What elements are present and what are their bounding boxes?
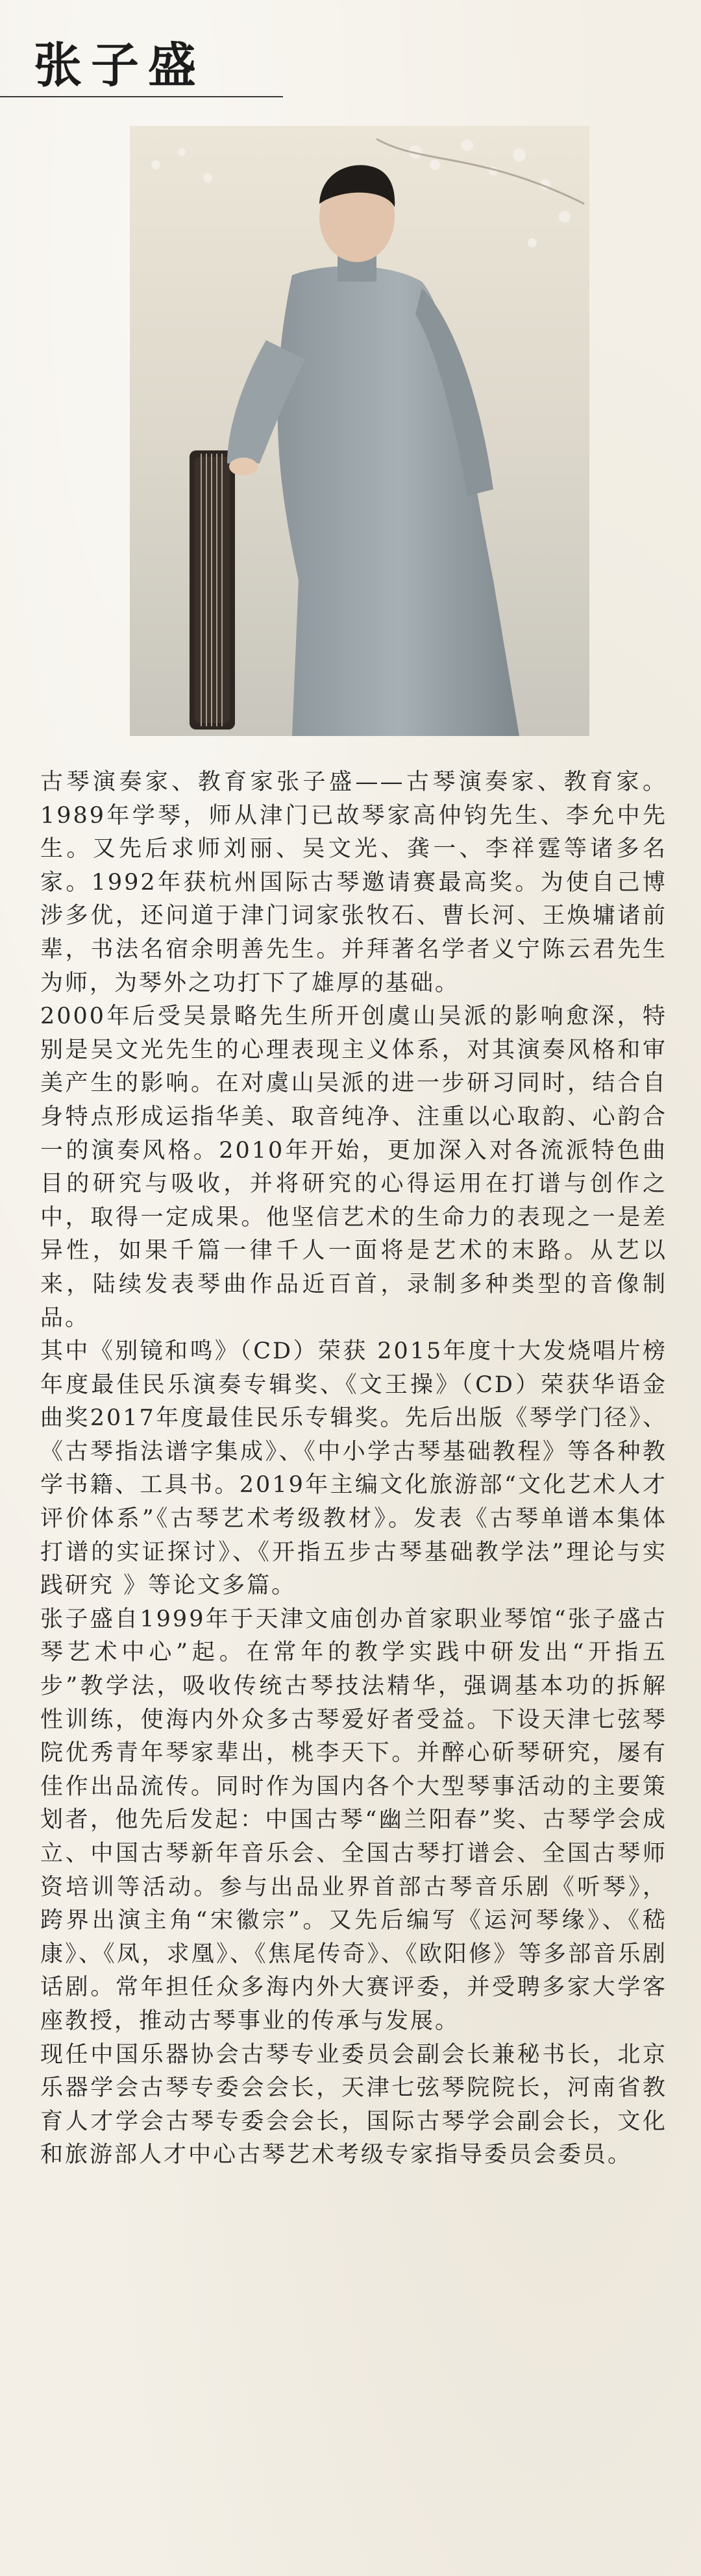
bio-paragraph: 现任中国乐器协会古琴专业委员会副会长兼秘书长，北京乐器学会古琴专委会会长，天津七弦琴院院长，河南省教育人才学会古琴专委会会长，国际古琴学会副会长，文化和旅游部人才中心古琴艺术考级专家指导委员会委员。 [40,2041,667,2168]
page-header [0,0,701,104]
title-underline [0,96,283,97]
page-title: 张子盛 [34,38,205,93]
bio-paragraph: 其中《别镜和鸣》（CD）荣获 2015年度十大发烧唱片榜年度最佳民乐演奏专辑奖、《文王操》（CD）荣获华语金曲奖2017年度最佳民乐专辑奖。先后出版《琴学门径》、《古琴指法谱字集成》、《中小学古琴基础教程》等各种教学书籍、工具书。2019年主编文化旅游部“文化艺术人才评价体系”《古琴艺术考级教材》。发表《古琴单谱本集体打谱的实证探讨》、《开指五步古琴基础教学法”理论与实践研究 》等论文多篇。 [40,1338,667,1599]
bio-paragraph: 2000年后受吴景略先生所开创虞山吴派的影响愈深，特别是吴文光先生的心理表现主义体系，对其演奏风格和审美产生的影响。在对虞山吴派的进一步研习同时，结合自身特点形成运指华美、取音纯净、注重以心取韵、心韵合一的演奏风格。2010年开始，更加深入对各流派特色曲目的研究与吸收，并将研究的心得运用在打谱与创作之中，取得一定成果。他坚信艺术的生命力的表现之一是差异性，如果千篇一律千人一面将是艺术的末路。从艺以来，陆续发表琴曲作品近百首，录制多种类型的音像制品。 [40,1003,667,1331]
portrait-illustration [130,126,589,736]
bio-paragraph: 张子盛自1999年于天津文庙创办首家职业琴馆“张子盛古琴艺术中心”起。在常年的教学实践中研发出“开指五步”教学法，吸收传统古琴技法精华，强调基本功的拆解性训练，使海内外众多古琴爱好者受益。下设天津七弦琴院优秀青年琴家辈出，桃李天下。并醉心斫琴研究，屡有佳作出品流传。同时作为国内各个大型琴事活动的主要策划者，他先后发起：中国古琴“幽兰阳春”奖、古琴学会成立、中国古琴新年音乐会、全国古琴打谱会、全国古琴师资培训等活动。参与出品业界首部古琴音乐剧《听琴》，跨界出演主角“宋徽宗”。又先后编写《运河琴缘》、《嵇康》、《凤，求凰》、《焦尾传奇》、《欧阳修》等多部音乐剧话剧。常年担任众多海内外大赛评委，并受聘多家大学客座教授，推动古琴事业的传承与发展。 [40,1606,667,2034]
portrait-photo [130,126,589,736]
biography [40,766,667,2172]
bio-paragraph: 古琴演奏家、教育家张子盛——古琴演奏家、教育家。1989年学琴，师从津门已故琴家高仲钧先生、李允中先生。又先后求师刘丽、吴文光、龚一、李祥霆等诸多名家。1992年获杭州国际古琴邀请赛最高奖。为使自己博涉多优，还问道于津门词家张牧石、曹长河、王焕墉诸前辈，书法名宿余明善先生。并拜著名学者义宁陈云君先生为师，为琴外之功打下了雄厚的基础。 [40,769,667,996]
